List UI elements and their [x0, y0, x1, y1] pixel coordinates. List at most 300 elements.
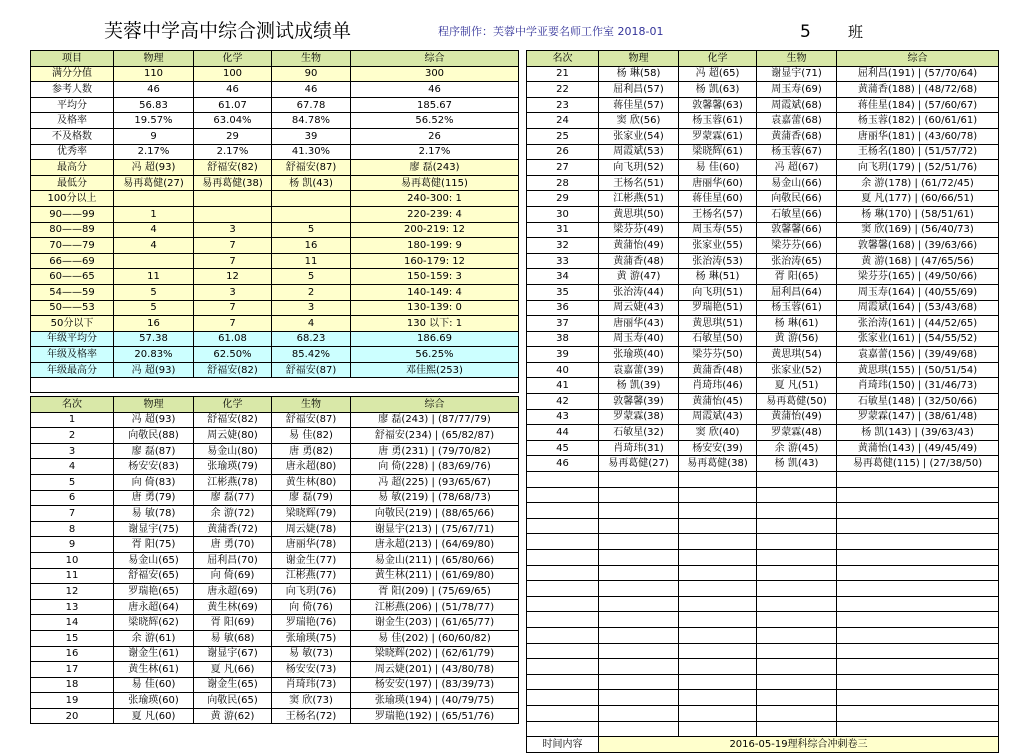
ranking-cell: 敦馨馨(63)	[679, 97, 757, 113]
ranking-empty-cell	[599, 612, 679, 628]
ranking-cell: 江彬燕(51)	[599, 191, 679, 207]
statistics-row-label: 优秀率	[31, 144, 114, 160]
statistics-row	[31, 66, 519, 82]
statistics-cell: 5	[272, 269, 351, 285]
ranking-empty-cell	[757, 518, 837, 534]
ranking-cell: 冯 超(65)	[679, 66, 757, 82]
statistics-cell: 19.57%	[114, 113, 194, 129]
rank-number: 20	[31, 708, 114, 724]
ranking-row	[527, 175, 999, 191]
ranking-empty-cell	[837, 581, 999, 597]
statistics-cell: 46	[114, 82, 194, 98]
rank-number: 34	[527, 269, 599, 285]
ranking-empty-cell	[527, 596, 599, 612]
page-title: 芙蓉中学高中综合测试成绩单	[104, 20, 352, 42]
statistics-spacer-row	[31, 378, 519, 393]
ranking-cell: 周云婕(201) | (43/80/78)	[351, 662, 519, 678]
ranking-empty-cell	[599, 627, 679, 643]
ranking-empty-cell	[527, 581, 599, 597]
ranking-cell: 谢显宇(71)	[757, 66, 837, 82]
ranking-empty-cell	[599, 550, 679, 566]
ranking-row	[31, 568, 519, 584]
ranking-empty-cell	[757, 690, 837, 706]
ranking-cell: 周云婕(43)	[599, 300, 679, 316]
ranking-cell: 杨玉蓉(182) | (60/61/61)	[837, 113, 999, 129]
ranking-row	[527, 82, 999, 98]
statistics-header-cell: 综合	[351, 51, 519, 67]
ranking-empty-cell	[837, 659, 999, 675]
ranking-cell: 舒福安(82)	[194, 412, 272, 428]
statistics-cell: 舒福安(87)	[272, 362, 351, 378]
ranking-empty-cell	[679, 721, 757, 737]
statistics-cell: 57.38	[114, 331, 194, 347]
rank-number: 43	[527, 409, 599, 425]
ranking-cell: 蒋佳星(60)	[679, 191, 757, 207]
ranking-cell: 廖 磊(87)	[114, 443, 194, 459]
ranking-empty-cell	[599, 565, 679, 581]
statistics-row	[31, 82, 519, 98]
statistics-cell: 11	[114, 269, 194, 285]
statistics-cell: 20.83%	[114, 347, 194, 363]
ranking-empty-row	[527, 612, 999, 628]
ranking-cell: 易再葛健(115) | (27/38/50)	[837, 456, 999, 472]
statistics-cell: 186.69	[351, 331, 519, 347]
rank-number: 45	[527, 440, 599, 456]
ranking-cell: 张治涛(44)	[599, 284, 679, 300]
ranking-header-row	[527, 51, 999, 67]
ranking-row	[527, 66, 999, 82]
ranking-cell: 敦馨馨(168) | (39/63/66)	[837, 238, 999, 254]
ranking-row	[31, 662, 519, 678]
ranking-empty-cell	[757, 596, 837, 612]
ranking-row	[31, 677, 519, 693]
statistics-cell: 3	[272, 300, 351, 316]
ranking-cell: 王杨名(57)	[679, 206, 757, 222]
statistics-cell: 易再葛健(38)	[194, 175, 272, 191]
ranking-empty-cell	[837, 643, 999, 659]
rank-number: 35	[527, 284, 599, 300]
ranking-cell: 谢金生(203) | (61/65/77)	[351, 615, 519, 631]
ranking-empty-cell	[757, 472, 837, 488]
ranking-empty-cell	[679, 581, 757, 597]
statistics-cell: 2.17%	[114, 144, 194, 160]
ranking-cell: 易金山(65)	[114, 552, 194, 568]
ranking-cell: 冯 超(67)	[757, 160, 837, 176]
ranking-cell: 唐永超(213) | (64/69/80)	[351, 537, 519, 553]
rank-number: 44	[527, 425, 599, 441]
statistics-row-label: 最低分	[31, 175, 114, 191]
ranking-header-cell: 名次	[31, 397, 114, 413]
ranking-cell: 肖琦玮(150) | (31/46/73)	[837, 378, 999, 394]
statistics-cell: 220-239: 4	[351, 206, 519, 222]
statistics-header-cell: 物理	[114, 51, 194, 67]
statistics-cell: 41.30%	[272, 144, 351, 160]
ranking-header-cell: 物理	[599, 51, 679, 67]
rank-number: 11	[31, 568, 114, 584]
ranking-empty-cell	[599, 705, 679, 721]
ranking-empty-cell	[679, 518, 757, 534]
ranking-cell: 胥 阳(65)	[757, 269, 837, 285]
ranking-empty-cell	[599, 659, 679, 675]
statistics-row	[31, 222, 519, 238]
ranking-cell: 王杨名(72)	[272, 708, 351, 724]
ranking-row	[31, 443, 519, 459]
footer-label: 时间内容	[527, 737, 599, 753]
ranking-cell: 谢显宇(75)	[114, 521, 194, 537]
ranking-empty-cell	[837, 721, 999, 737]
ranking-cell: 肖琦玮(31)	[599, 440, 679, 456]
ranking-cell: 易再葛健(27)	[599, 456, 679, 472]
rank-number: 37	[527, 316, 599, 332]
ranking-cell: 杨安安(83)	[114, 459, 194, 475]
ranking-cell: 张瑜瑛(40)	[599, 347, 679, 363]
ranking-empty-cell	[599, 690, 679, 706]
ranking-empty-cell	[679, 643, 757, 659]
ranking-row	[527, 238, 999, 254]
rank-number: 9	[31, 537, 114, 553]
ranking-empty-cell	[679, 565, 757, 581]
ranking-cell: 黄蒲香(68)	[757, 128, 837, 144]
ranking-cell: 窦 欣(73)	[272, 693, 351, 709]
statistics-row-label: 100分以上	[31, 191, 114, 207]
statistics-cell: 冯 超(93)	[114, 160, 194, 176]
page-subtitle: 程序制作：芙蓉中学亚要名师工作室 2018-01	[438, 25, 664, 38]
statistics-cell: 7	[194, 238, 272, 254]
ranking-row	[527, 394, 999, 410]
statistics-row-label: 不及格数	[31, 128, 114, 144]
ranking-row	[527, 362, 999, 378]
ranking-row	[527, 316, 999, 332]
ranking-empty-cell	[599, 643, 679, 659]
ranking-cell: 谢金生(61)	[114, 646, 194, 662]
statistics-cell: 5	[272, 222, 351, 238]
statistics-row	[31, 175, 519, 191]
ranking-cell: 周玉寿(55)	[679, 222, 757, 238]
ranking-header-cell: 综合	[837, 51, 999, 67]
ranking-cell: 黄蒲怡(49)	[757, 409, 837, 425]
ranking-empty-cell	[527, 518, 599, 534]
statistics-cell: 2.17%	[351, 144, 519, 160]
ranking-cell: 罗蒙霖(61)	[679, 128, 757, 144]
statistics-row-label: 年级最高分	[31, 362, 114, 378]
ranking-empty-cell	[679, 503, 757, 519]
rank-number: 41	[527, 378, 599, 394]
ranking-cell: 窦 欣(169) | (56/40/73)	[837, 222, 999, 238]
ranking-empty-row	[527, 674, 999, 690]
ranking-empty-cell	[837, 487, 999, 503]
statistics-cell: 7	[194, 316, 272, 332]
ranking-row	[31, 521, 519, 537]
ranking-cell: 梁晓辉(79)	[272, 506, 351, 522]
ranking-cell: 杨安安(197) | (83/39/73)	[351, 677, 519, 693]
ranking-empty-cell	[599, 503, 679, 519]
ranking-cell: 夏 凡(51)	[757, 378, 837, 394]
statistics-cell: 56.83	[114, 97, 194, 113]
statistics-row	[31, 331, 519, 347]
ranking-cell: 易 佳(60)	[679, 160, 757, 176]
ranking-empty-cell	[599, 487, 679, 503]
ranking-cell: 王杨名(51)	[599, 175, 679, 191]
ranking-empty-cell	[527, 487, 599, 503]
statistics-cell: 39	[272, 128, 351, 144]
ranking-empty-row	[527, 581, 999, 597]
statistics-cell: 100	[194, 66, 272, 82]
title-bar	[0, 0, 1026, 44]
statistics-row-label: 平均分	[31, 97, 114, 113]
ranking-cell: 石敏星(50)	[679, 331, 757, 347]
ranking-row	[527, 440, 999, 456]
rank-number: 7	[31, 506, 114, 522]
ranking-empty-cell	[527, 659, 599, 675]
ranking-cell: 周玉寿(40)	[599, 331, 679, 347]
ranking-cell: 梁芬芬(49)	[599, 222, 679, 238]
ranking-cell: 杨 琳(51)	[679, 269, 757, 285]
ranking-cell: 唐永超(80)	[272, 459, 351, 475]
ranking-empty-cell	[757, 705, 837, 721]
ranking-row	[527, 191, 999, 207]
ranking-cell: 黄 游(62)	[194, 708, 272, 724]
rank-number: 32	[527, 238, 599, 254]
statistics-cell: 300	[351, 66, 519, 82]
statistics-cell: 3	[194, 284, 272, 300]
statistics-cell: 4	[272, 316, 351, 332]
rank-number: 19	[31, 693, 114, 709]
ranking-cell: 易再葛健(38)	[679, 456, 757, 472]
ranking-cell: 易 佳(60)	[114, 677, 194, 693]
ranking-cell: 胥 阳(69)	[194, 615, 272, 631]
ranking-cell: 杨玉蓉(67)	[757, 144, 837, 160]
statistics-header-cell: 生物	[272, 51, 351, 67]
ranking-cell: 杨 琳(170) | (58/51/61)	[837, 206, 999, 222]
statistics-row-label: 满分分值	[31, 66, 114, 82]
statistics-row	[31, 97, 519, 113]
statistics-cell: 85.42%	[272, 347, 351, 363]
rank-number: 24	[527, 113, 599, 129]
statistics-cell: 9	[114, 128, 194, 144]
ranking-cell: 杨安安(39)	[679, 440, 757, 456]
ranking-cell: 冯 超(225) | (93/65/67)	[351, 474, 519, 490]
ranking-empty-cell	[679, 627, 757, 643]
rank-number: 12	[31, 584, 114, 600]
statistics-cell: 邓佳熙(253)	[351, 362, 519, 378]
ranking-cell: 窦 欣(56)	[599, 113, 679, 129]
ranking-cell: 梁芬芬(50)	[679, 347, 757, 363]
ranking-cell: 易 敏(78)	[114, 506, 194, 522]
ranking-cell: 向敬民(65)	[194, 693, 272, 709]
statistics-cell: 26	[351, 128, 519, 144]
ranking-cell: 向飞玥(51)	[679, 284, 757, 300]
ranking-cell: 谢显宇(67)	[194, 646, 272, 662]
ranking-empty-row	[527, 690, 999, 706]
statistics-cell: 46	[272, 82, 351, 98]
ranking-header-cell: 物理	[114, 397, 194, 413]
ranking-cell: 余 游(72)	[194, 506, 272, 522]
ranking-cell: 谢金生(77)	[272, 552, 351, 568]
ranking-row	[527, 113, 999, 129]
ranking-empty-cell	[837, 550, 999, 566]
ranking-empty-cell	[527, 627, 599, 643]
ranking-cell: 杨玉蓉(61)	[679, 113, 757, 129]
ranking-cell: 易 佳(82)	[272, 428, 351, 444]
rank-number: 23	[527, 97, 599, 113]
ranking-row	[527, 300, 999, 316]
ranking-cell: 杨 凯(63)	[679, 82, 757, 98]
statistics-cell: 16	[114, 316, 194, 332]
ranking-empty-cell	[837, 518, 999, 534]
statistics-cell: 7	[194, 300, 272, 316]
ranking-empty-cell	[527, 534, 599, 550]
ranking-cell: 屈利昌(57)	[599, 82, 679, 98]
ranking-cell: 谢金生(65)	[194, 677, 272, 693]
statistics-cell: 46	[194, 82, 272, 98]
statistics-row	[31, 191, 519, 207]
ranking-empty-cell	[599, 721, 679, 737]
ranking-cell: 易 敏(68)	[194, 630, 272, 646]
ranking-cell: 杨玉蓉(61)	[757, 300, 837, 316]
ranking-cell: 向 倚(228) | (83/69/76)	[351, 459, 519, 475]
statistics-cell: 2.17%	[194, 144, 272, 160]
ranking-row	[527, 160, 999, 176]
statistics-cell: 舒福安(82)	[194, 160, 272, 176]
statistics-row	[31, 253, 519, 269]
ranking-row	[31, 646, 519, 662]
ranking-row	[31, 412, 519, 428]
statistics-cell: 2	[272, 284, 351, 300]
statistics-cell: 3	[194, 222, 272, 238]
statistics-cell: 舒福安(87)	[272, 160, 351, 176]
statistics-row	[31, 128, 519, 144]
ranking-header-cell: 综合	[351, 397, 519, 413]
ranking-empty-cell	[757, 659, 837, 675]
ranking-cell: 屈利昌(191) | (57/70/64)	[837, 66, 999, 82]
statistics-cell: 68.23	[272, 331, 351, 347]
ranking-empty-cell	[757, 503, 837, 519]
ranking-row	[31, 630, 519, 646]
ranking-row	[527, 253, 999, 269]
statistics-cell: 90	[272, 66, 351, 82]
rank-number: 3	[31, 443, 114, 459]
ranking-cell: 黄蒲香(188) | (48/72/68)	[837, 82, 999, 98]
ranking-empty-cell	[837, 503, 999, 519]
ranking-empty-cell	[679, 612, 757, 628]
ranking-cell: 张家业(55)	[679, 238, 757, 254]
ranking-row	[527, 456, 999, 472]
ranking-cell: 屈利昌(70)	[194, 552, 272, 568]
ranking-cell: 冯 超(93)	[114, 412, 194, 428]
ranking-cell: 梁芬芬(66)	[757, 238, 837, 254]
ranking-cell: 张治涛(53)	[679, 253, 757, 269]
statistics-cell: 61.08	[194, 331, 272, 347]
ranking-cell: 舒福安(234) | (65/82/87)	[351, 428, 519, 444]
ranking-empty-row	[527, 487, 999, 503]
ranking-empty-cell	[679, 596, 757, 612]
ranking-empty-cell	[527, 565, 599, 581]
statistics-row	[31, 160, 519, 176]
ranking-cell: 向飞玥(52)	[599, 160, 679, 176]
statistics-row-label: 最高分	[31, 160, 114, 176]
rank-number: 18	[31, 677, 114, 693]
statistics-cell	[272, 206, 351, 222]
ranking-cell: 夏 凡(66)	[194, 662, 272, 678]
statistics-cell: 200-219: 12	[351, 222, 519, 238]
ranking-empty-cell	[599, 472, 679, 488]
ranking-row	[527, 128, 999, 144]
ranking-row	[31, 693, 519, 709]
ranking-empty-cell	[757, 487, 837, 503]
ranking-row	[31, 506, 519, 522]
statistics-cell: 160-179: 12	[351, 253, 519, 269]
statistics-cell: 易再葛健(27)	[114, 175, 194, 191]
ranking-cell: 蒋佳星(57)	[599, 97, 679, 113]
rank-number: 22	[527, 82, 599, 98]
statistics-row-label: 70——79	[31, 238, 114, 254]
ranking-cell: 杨 凯(43)	[757, 456, 837, 472]
statistics-cell: 67.78	[272, 97, 351, 113]
ranking-empty-cell	[599, 518, 679, 534]
ranking-cell: 易再葛健(50)	[757, 394, 837, 410]
statistics-row-label: 年级平均分	[31, 331, 114, 347]
statistics-cell: 1	[114, 206, 194, 222]
ranking-row	[527, 284, 999, 300]
ranking-header-cell: 生物	[757, 51, 837, 67]
ranking-cell: 舒福安(87)	[272, 412, 351, 428]
statistics-header-row	[31, 51, 519, 67]
statistics-row	[31, 300, 519, 316]
ranking-row	[31, 552, 519, 568]
ranking-row	[527, 425, 999, 441]
ranking-empty-cell	[599, 534, 679, 550]
ranking-header-cell: 化学	[679, 51, 757, 67]
rank-number: 2	[31, 428, 114, 444]
ranking-cell: 江彬燕(206) | (51/78/77)	[351, 599, 519, 615]
rank-number: 13	[31, 599, 114, 615]
ranking-cell: 唐 勇(82)	[272, 443, 351, 459]
statistics-cell: 140-149: 4	[351, 284, 519, 300]
statistics-row-label: 54——59	[31, 284, 114, 300]
ranking-cell: 易金山(80)	[194, 443, 272, 459]
rank-number: 39	[527, 347, 599, 363]
ranking-row	[527, 331, 999, 347]
ranking-cell: 蒋佳星(184) | (57/60/67)	[837, 97, 999, 113]
ranking-empty-cell	[837, 612, 999, 628]
ranking-empty-row	[527, 659, 999, 675]
statistics-cell: 84.78%	[272, 113, 351, 129]
ranking-cell: 罗瑞艳(192) | (65/51/76)	[351, 708, 519, 724]
ranking-empty-cell	[757, 581, 837, 597]
statistics-cell: 180-199: 9	[351, 238, 519, 254]
ranking-header-cell: 名次	[527, 51, 599, 67]
ranking-cell: 胥 阳(75)	[114, 537, 194, 553]
ranking-cell: 唐 勇(70)	[194, 537, 272, 553]
statistics-cell: 16	[272, 238, 351, 254]
ranking-cell: 周云婕(80)	[194, 428, 272, 444]
statistics-spacer-cell	[31, 378, 519, 393]
ranking-row	[527, 409, 999, 425]
ranking-cell: 周玉寿(69)	[757, 82, 837, 98]
rank-number: 29	[527, 191, 599, 207]
statistics-cell: 廖 磊(243)	[351, 160, 519, 176]
ranking-empty-cell	[527, 472, 599, 488]
ranking-empty-cell	[757, 565, 837, 581]
rank-number: 6	[31, 490, 114, 506]
ranking-cell: 廖 磊(243) | (87/77/79)	[351, 412, 519, 428]
ranking-empty-cell	[757, 627, 837, 643]
rank-number: 21	[527, 66, 599, 82]
ranking-empty-cell	[527, 550, 599, 566]
rank-number: 42	[527, 394, 599, 410]
ranking-cell: 黄思琪(51)	[679, 316, 757, 332]
ranking-cell: 梁晓辉(202) | (62/61/79)	[351, 646, 519, 662]
